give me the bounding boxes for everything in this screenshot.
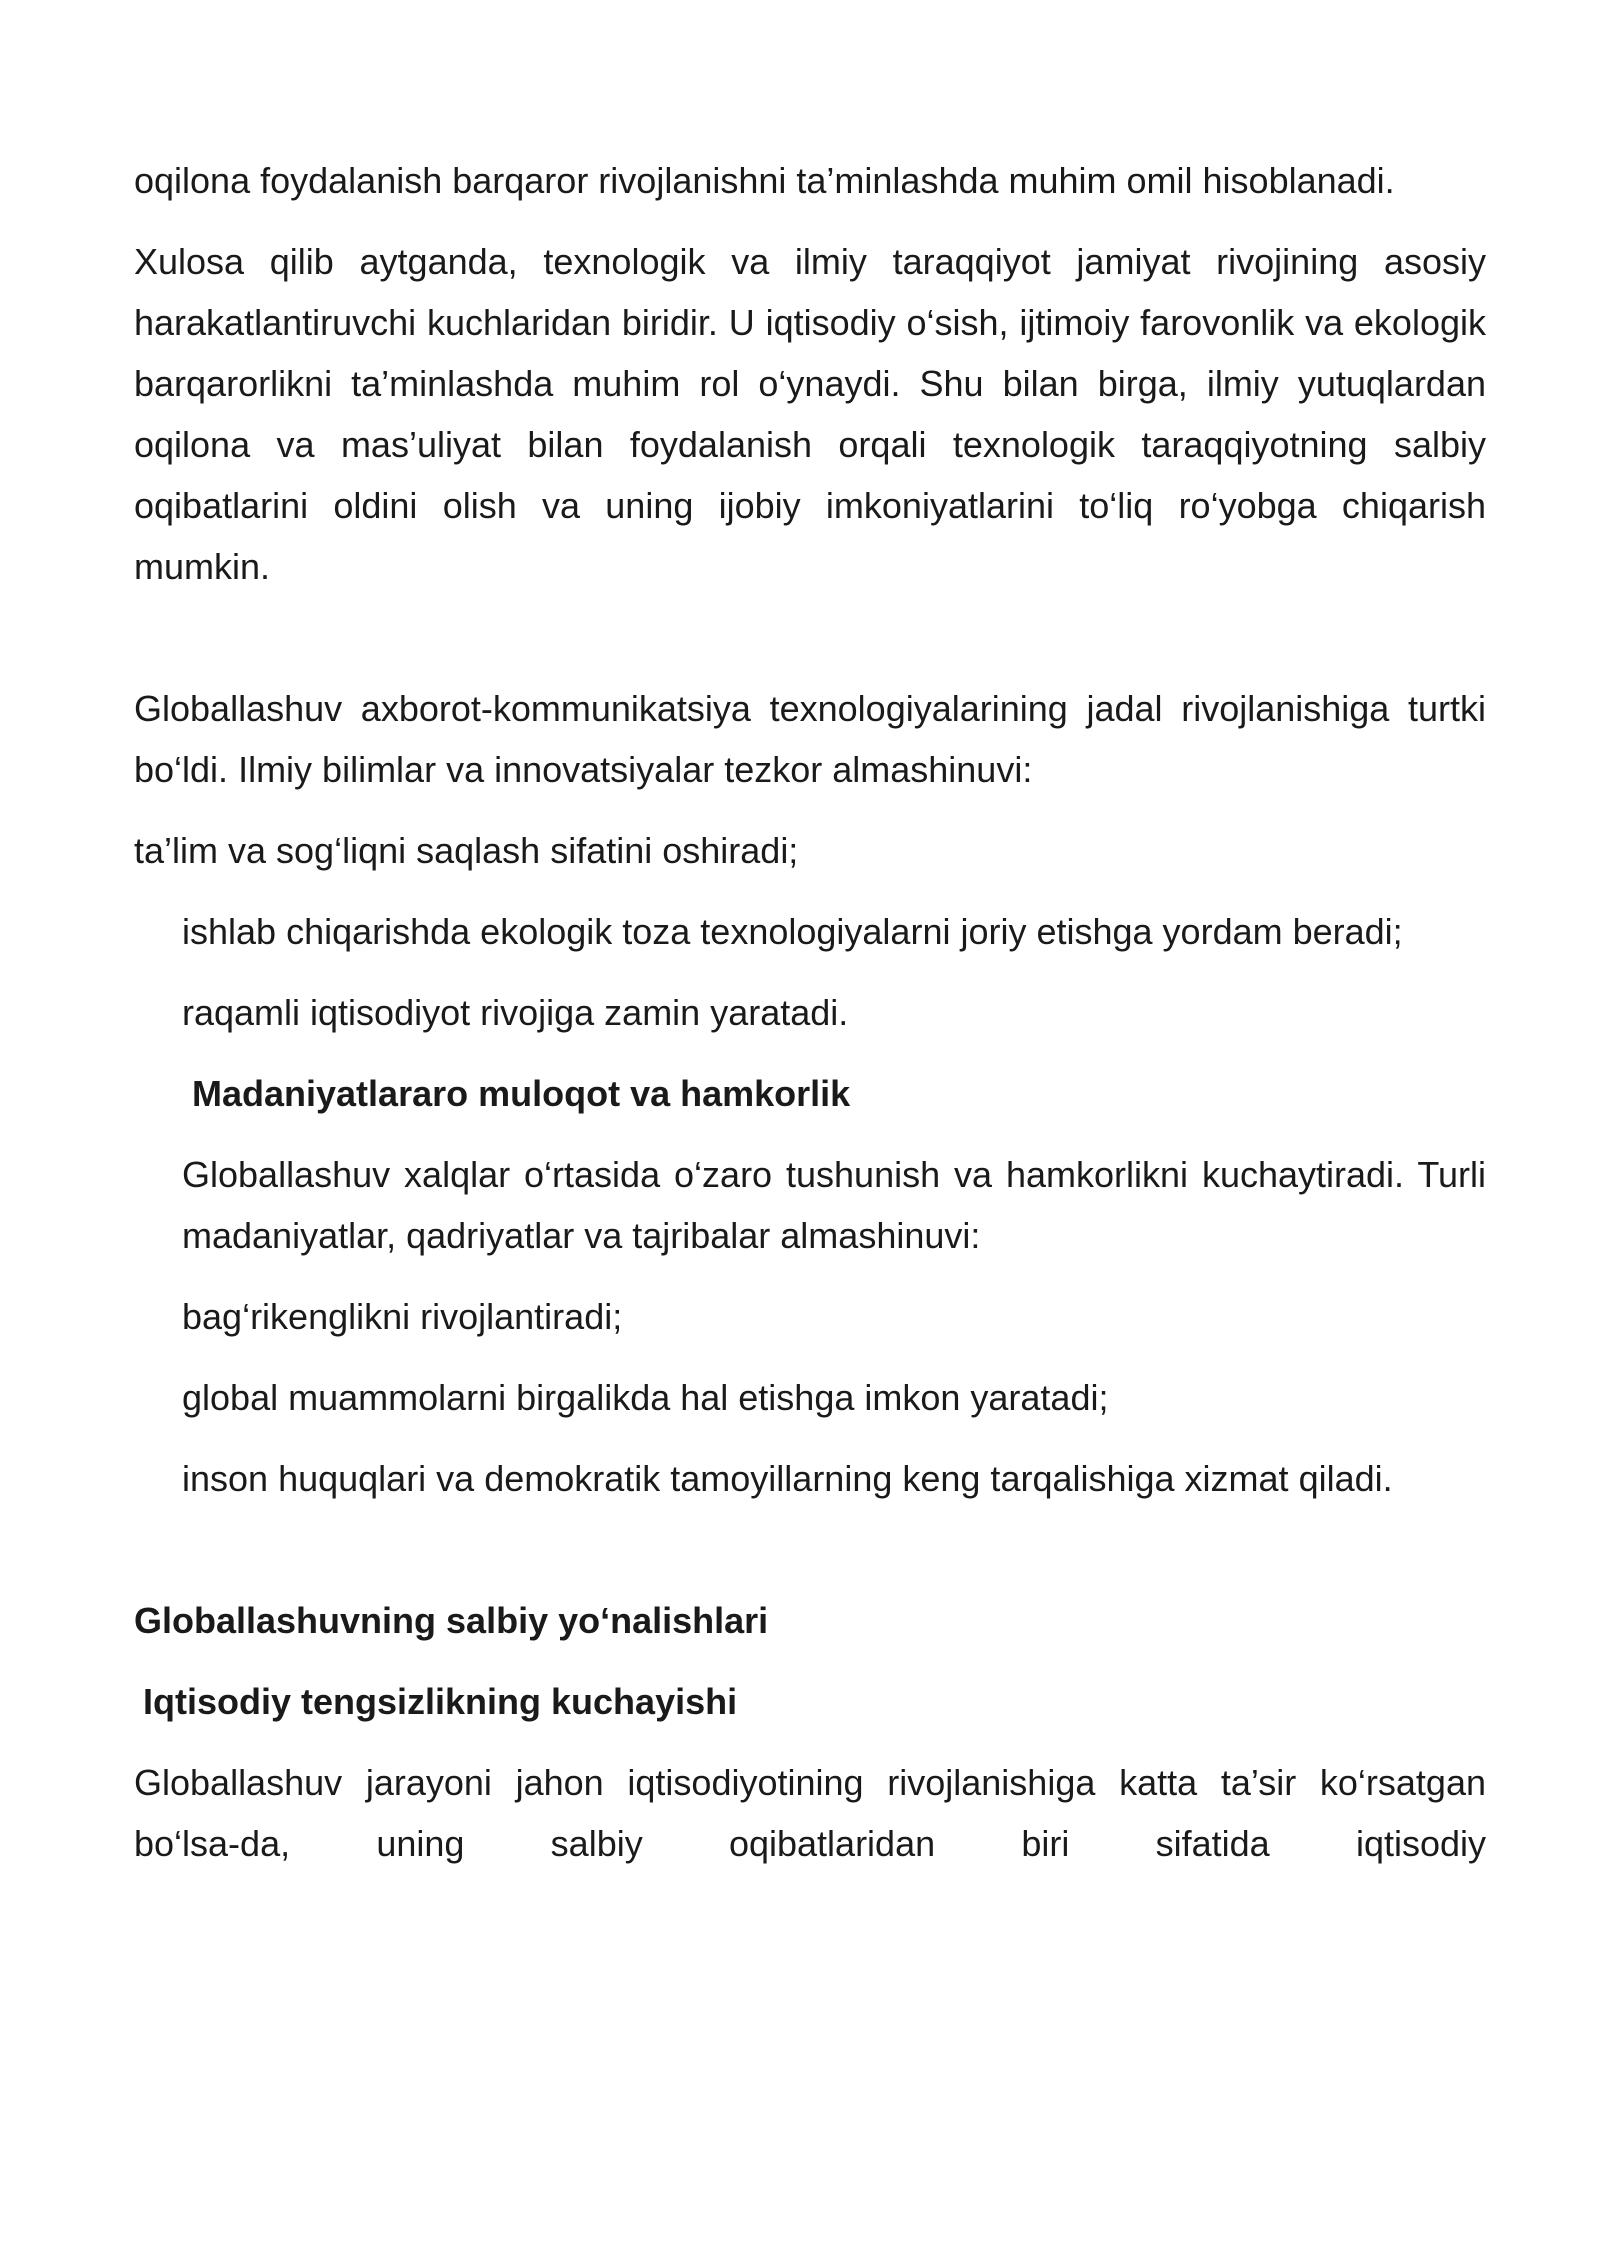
paragraph-conclusion: Xulosa qilib aytganda, texnologik va ilmiy taraqqiyot jamiyat rivojining asosiy harakatlantiruvchi kuchlaridan biridir. U iqtisodiy o‘sish, ijtimoiy farovonlik va ekologik barqarorlikni ta’minlashda muhim rol o‘ynaydi. Shu bilan birga, ilmiy yutuqlardan oqilona va mas’uliyat bilan foydalanish orqali texnologik taraqqiyotning salbiy oqibatlarini oldini olish va uning ijobiy imkoniyatlarini to‘liq ro‘yobga chiqarish mumkin.: [134, 241, 1486, 587]
paragraph-globalization-ict: Globallashuv axborot-kommunikatsiya texnologiyalarining jadal rivojlanishiga turtki bo‘ldi. Ilmiy bilimlar va innovatsiyalar tezkor almashinuvi:: [134, 688, 1486, 790]
subheading-economic-inequality: Iqtisodiy tengsizlikning kuchayishi: [143, 1681, 738, 1722]
heading-negative-directions: Globallashuvning salbiy yo‘nalishlari: [134, 1600, 769, 1641]
list-item-eco-technologies: ishlab chiqarishda ekologik toza texnologiyalarni joriy etishga yordam beradi;: [182, 911, 1403, 952]
paragraph-continuation: oqilona foydalanish barqaror rivojlanishni ta’minlashda muhim omil hisoblanadi.: [134, 160, 1395, 201]
document-page: [134, 150, 1486, 1874]
list-item-tolerance: bag‘rikenglikni rivojlantiradi;: [182, 1296, 623, 1337]
list-item-global-problems: global muammolarni birgalikda hal etishga imkon yaratadi;: [182, 1377, 1109, 1418]
list-item-education-health: ta’lim va sog‘liqni saqlash sifatini oshiradi;: [134, 830, 799, 871]
list-item-human-rights: inson huquqlari va demokratik tamoyillarning keng tarqalishiga xizmat qiladi.: [182, 1458, 1393, 1499]
paragraph-intercultural: Globallashuv xalqlar o‘rtasida o‘zaro tushunish va hamkorlikni kuchaytiradi. Turli madaniyatlar, qadriyatlar va tajribalar almashinuvi:: [182, 1154, 1486, 1256]
list-item-digital-economy: raqamli iqtisodiyot rivojiga zamin yaratadi.: [182, 992, 849, 1033]
paragraph-economic-inequality: Globallashuv jarayoni jahon iqtisodiyotining rivojlanishiga katta ta’sir ko‘rsatgan bo‘lsa-da, uning salbiy oqibatlaridan biri sifatida iqtisodiy: [134, 1762, 1486, 1864]
subheading-intercultural: Madaniyatlararo muloqot va hamkorlik: [192, 1073, 851, 1114]
